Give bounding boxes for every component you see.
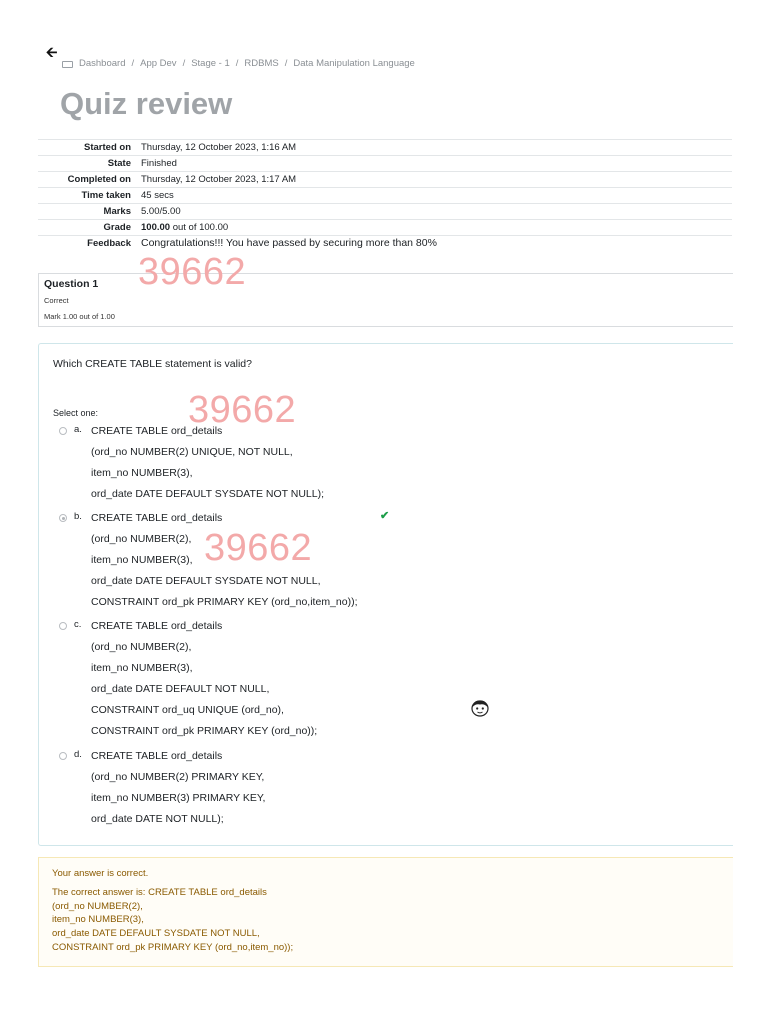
option-line: (ord_no NUMBER(2) UNIQUE, NOT NULL, bbox=[91, 446, 293, 458]
option-letter: c. bbox=[74, 619, 82, 630]
option-line: (ord_no NUMBER(2) PRIMARY KEY, bbox=[91, 771, 265, 783]
select-one-prompt: Select one: bbox=[53, 408, 99, 418]
watermark-text: 39662 bbox=[204, 527, 313, 569]
watermark-text: 39662 bbox=[188, 389, 297, 431]
breadcrumb-item-stage[interactable]: Stage - 1 bbox=[191, 58, 230, 69]
grade-total: out of 100.00 bbox=[170, 222, 229, 233]
summary-value: Congratulations!!! You have passed by securing more than 80% bbox=[141, 236, 732, 252]
breadcrumb-item-rdbms[interactable]: RDBMS bbox=[244, 58, 279, 69]
summary-row-completed bbox=[38, 172, 732, 188]
option-letter: b. bbox=[74, 511, 82, 522]
question-mark: Mark 1.00 out of 1.00 bbox=[44, 312, 115, 321]
option-line: CONSTRAINT ord_pk PRIMARY KEY (ord_no,item_no)); bbox=[91, 596, 358, 608]
option-text bbox=[91, 749, 265, 833]
breadcrumb-item-dml[interactable]: Data Manipulation Language bbox=[293, 58, 415, 69]
back-arrow-icon[interactable]: 🡨 bbox=[46, 44, 58, 60]
breadcrumb-home-icon bbox=[62, 61, 73, 68]
summary-label: Started on bbox=[38, 140, 141, 156]
answer-feedback-box bbox=[38, 857, 733, 967]
question-formulation bbox=[38, 343, 733, 846]
question-state: Correct bbox=[44, 296, 69, 305]
option-line: CREATE TABLE ord_details bbox=[91, 750, 223, 762]
radio-button[interactable] bbox=[59, 427, 67, 435]
summary-row-time-taken bbox=[38, 188, 732, 204]
summary-value: Thursday, 12 October 2023, 1:17 AM bbox=[141, 172, 732, 188]
option-letter: a. bbox=[74, 424, 82, 435]
correct-answer-line: The correct answer is: CREATE TABLE ord_details bbox=[52, 887, 267, 898]
breadcrumb-item-app-dev[interactable]: App Dev bbox=[140, 58, 177, 69]
radio-button[interactable] bbox=[59, 752, 67, 760]
quiz-summary-table bbox=[38, 139, 732, 251]
option-letter: d. bbox=[74, 749, 82, 760]
summary-label: Completed on bbox=[38, 172, 141, 188]
correct-answer-line: (ord_no NUMBER(2), bbox=[52, 900, 143, 912]
radio-button[interactable] bbox=[59, 622, 67, 630]
option-text bbox=[91, 424, 324, 508]
grade-score: 100.00 bbox=[141, 222, 171, 233]
summary-row-state bbox=[38, 156, 732, 172]
page-title: Quiz review bbox=[60, 86, 233, 121]
avatar-face-icon bbox=[470, 699, 490, 717]
summary-label: Time taken bbox=[38, 188, 141, 204]
breadcrumb-item-dashboard[interactable]: Dashboard bbox=[79, 58, 126, 69]
breadcrumb-separator: / bbox=[131, 58, 135, 69]
question-number: Question 1 bbox=[44, 278, 99, 290]
watermark-text: 39662 bbox=[138, 251, 247, 293]
option-line: item_no NUMBER(3), bbox=[91, 467, 193, 479]
option-line: CONSTRAINT ord_uq UNIQUE (ord_no), bbox=[91, 704, 284, 716]
correct-answer-line: ord_date DATE DEFAULT SYSDATE NOT NULL, bbox=[52, 928, 260, 940]
summary-row-started bbox=[38, 140, 732, 156]
option-line: item_no NUMBER(3) PRIMARY KEY, bbox=[91, 792, 266, 804]
option-line: ord_date DATE DEFAULT SYSDATE NOT NULL, bbox=[91, 575, 321, 587]
summary-value: Finished bbox=[141, 156, 732, 172]
summary-value: Thursday, 12 October 2023, 1:16 AM bbox=[141, 140, 732, 156]
correct-answer-line: item_no NUMBER(3), bbox=[52, 914, 144, 926]
option-line: item_no NUMBER(3), bbox=[91, 554, 193, 566]
summary-label: State bbox=[38, 156, 141, 172]
summary-row-feedback bbox=[38, 236, 732, 252]
summary-label: Marks bbox=[38, 204, 141, 220]
breadcrumb bbox=[62, 58, 415, 69]
option-line: CREATE TABLE ord_details bbox=[91, 620, 223, 632]
summary-label: Feedback bbox=[38, 236, 141, 252]
option-text bbox=[91, 619, 317, 745]
correct-answer-text bbox=[52, 886, 293, 955]
option-text bbox=[91, 511, 358, 616]
option-line: (ord_no NUMBER(2), bbox=[91, 641, 192, 653]
summary-value bbox=[141, 220, 732, 236]
question-text: Which CREATE TABLE statement is valid? bbox=[53, 358, 252, 370]
breadcrumb-separator: / bbox=[284, 58, 288, 69]
option-line: CREATE TABLE ord_details bbox=[91, 512, 223, 524]
summary-label: Grade bbox=[38, 220, 141, 236]
breadcrumb-separator: / bbox=[182, 58, 186, 69]
breadcrumb-separator: / bbox=[235, 58, 239, 69]
summary-row-marks bbox=[38, 204, 732, 220]
summary-value: 5.00/5.00 bbox=[141, 204, 732, 220]
answer-correct-message: Your answer is correct. bbox=[52, 868, 149, 879]
question-info-box bbox=[38, 273, 733, 327]
check-icon: ✔ bbox=[380, 510, 390, 522]
option-line: ord_date DATE DEFAULT SYSDATE NOT NULL); bbox=[91, 488, 325, 500]
summary-value: 45 secs bbox=[141, 188, 732, 204]
option-line: CONSTRAINT ord_pk PRIMARY KEY (ord_no)); bbox=[91, 725, 318, 737]
correct-answer-line: CONSTRAINT ord_pk PRIMARY KEY (ord_no,item_no)); bbox=[52, 941, 294, 953]
option-line: (ord_no NUMBER(2), bbox=[91, 533, 192, 545]
option-line: ord_date DATE NOT NULL); bbox=[91, 813, 224, 825]
radio-button-selected[interactable] bbox=[59, 514, 67, 522]
summary-row-grade bbox=[38, 220, 732, 236]
option-line: item_no NUMBER(3), bbox=[91, 662, 193, 674]
option-line: ord_date DATE DEFAULT NOT NULL, bbox=[91, 683, 270, 695]
option-line: CREATE TABLE ord_details bbox=[91, 425, 223, 437]
